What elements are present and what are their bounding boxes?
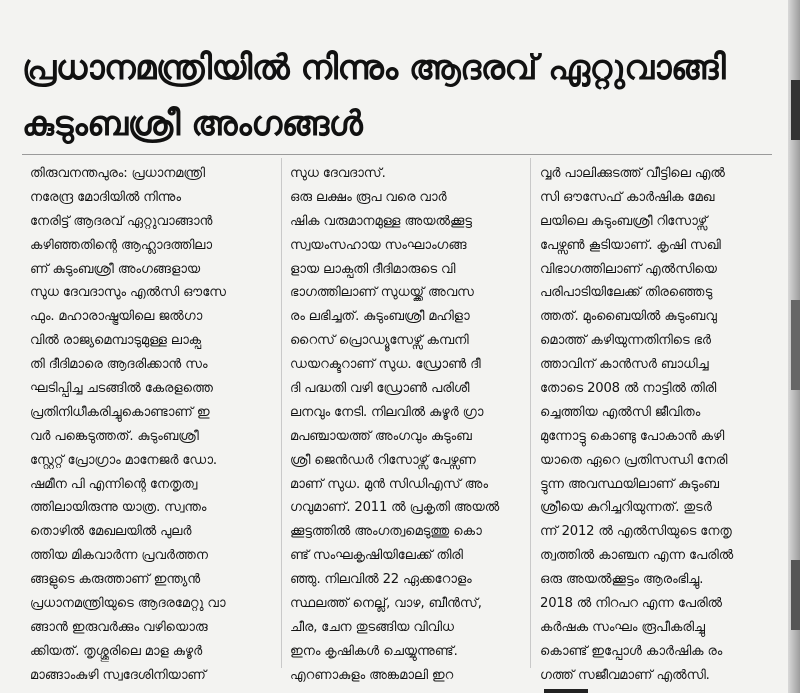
article-line: ത്താവിന് കാൻസർ ബാധിച്ച	[540, 357, 709, 373]
article-line: കൊണ്ട് ഇപ്പോൾ കാർഷിക രം	[540, 643, 723, 659]
article-line: തോടെ 2008 ൽ നാട്ടിൽ തിരി	[540, 381, 717, 397]
article-line: മുന്നോട്ടു കൊണ്ടു പോകാൻ കഴി	[540, 428, 725, 444]
article-line: തി ദീദിമാരെ ആദരിക്കാൻ സം	[30, 357, 208, 373]
article-line: പേഴ്സൺ കൂടിയാണ്. കൃഷി സഖി	[540, 237, 721, 253]
article-line: ച്ചെത്തിയ എൽസി ജീവിതം	[540, 404, 701, 420]
adjacent-page-edge	[788, 0, 800, 693]
article-line: രം ലഭിച്ചത്. കുടുംബശ്രീ മഹിളാ	[290, 309, 470, 325]
article-line: തൊഴിൽ മേഖലയിൽ പുലർ	[30, 524, 192, 540]
article-line: ഗത്ത് സജീവമാണ് എൽസി.	[540, 667, 710, 683]
article-line: പ്രധാനമന്ത്രിയുടെ ആദരമേറ്റു വാ	[30, 596, 226, 612]
article-line: സ്റ്റേറ്റ് പ്രോഗ്രാം മാനേജർ ഡോ.	[30, 452, 217, 468]
article-line: ത്തിയ മികവാർന്ന പ്രവർത്തന	[30, 548, 208, 564]
article-column-1	[30, 162, 270, 688]
column-divider	[530, 158, 531, 668]
article-line: മാണ് സുധ. മുൻ സിഡിഎസ് അം	[290, 476, 488, 492]
article-line: വർ പങ്കെടുത്തത്. കുടുംബശ്രീ	[30, 428, 199, 444]
article-line: ഷിക വരുമാനമുള്ള അയൽക്കൂട്ട	[290, 213, 472, 229]
article-line: കർഷക സംഘം രൂപീകരിച്ചു	[540, 619, 705, 635]
article-line: സുധ ദേവദാസ്.	[290, 166, 386, 181]
article-line: ണ് കുടുംബശ്രീ അംഗങ്ങളായ	[30, 261, 201, 277]
article-line: ഇനം കൃഷികൾ ചെയ്യുന്നുണ്ട്.	[290, 643, 458, 659]
article-line: എറണാകുളം അങ്കമാലി ഇറ	[290, 667, 454, 683]
article-line: ലനവും നേടി. നിലവിൽ കുഴൂർ ഗ്രാ	[290, 404, 484, 420]
headline-line-2: കുടുംബശ്രീ അംഗങ്ങൾ	[22, 104, 363, 144]
article-line: ഷമീന പി എന്നിന്റെ നേതൃത്വ	[30, 476, 198, 492]
headline	[22, 40, 772, 152]
article-line: വിഭാഗത്തിലാണ് എൽസിയെ	[540, 261, 717, 277]
article-line: ഫും. മഹാരാഷ്ട്രയിലെ ജൽഗാ	[30, 309, 203, 325]
article-line: ചീര, ചേന തുടങ്ങിയ വിവിധ	[290, 619, 454, 635]
article-line: സി ഔസേഫ് കാർഷിക മേഖ	[540, 189, 715, 205]
article-line: സ്വയംസഹായ സംഘാംഗങ്ങ	[290, 237, 467, 253]
article-line: നേരിട്ട് ആദരവ് ഏറ്റുവാങ്ങാൻ	[30, 213, 213, 229]
article-line: ഒരു ലക്ഷം രൂപ വരെ വാർ	[290, 189, 447, 205]
article-line: ശ്രീ ജെൻഡർ റിസോഴ്സ് പേഴ്സണ	[290, 452, 476, 468]
article-line: ത്തത്. മുംബൈയിൽ കുടുംബവു	[540, 309, 717, 325]
article-line: പ്രതിനിധീകരിച്ചുകൊണ്ടാണ് ഇ	[30, 404, 210, 420]
article-line: ക്കിയത്. തൃശ്ശൂരിലെ മാള കുഴൂർ	[30, 643, 203, 659]
article-line: വ്വർ പാലിക്കുടത്ത് വീട്ടിലെ എൽ	[540, 166, 725, 181]
article-line: മാങ്ങാംകുഴി സ്വദേശിനിയാണ്	[30, 667, 206, 683]
article-line: സുധ ദേവദാസും എൽസി ഔസേ	[30, 285, 227, 301]
article-line: ഭാഗത്തിലാണ് സുധയ്ക്ക് അവസ	[290, 285, 474, 301]
article-line: ദി പദ്ധതി വഴി ഡ്രോൺ പരിശീ	[290, 381, 470, 397]
article-line: ട്ടുന്ന അവസ്ഥയിലാണ് കുടുംബ	[540, 476, 720, 492]
article-line: മൊത്ത് കഴിയുന്നതിനിടെ ഭർ	[540, 333, 711, 349]
article-line: തിരുവനന്തപുരം: പ്രധാനമന്ത്രി	[30, 166, 205, 181]
article-line: ശ്രീയെ കുറിച്ചറിയുന്നത്. തുടർ	[540, 500, 712, 516]
article-column-2	[290, 162, 530, 688]
article-line: ത്തിലായിരുന്നു യാത്ര. സ്വന്തം	[30, 500, 207, 516]
article-line: മപഞ്ചായത്ത് അംഗവും കുടുംബ	[290, 428, 472, 444]
headline-divider	[22, 154, 772, 155]
article-line: സ്ഥലത്ത് നെല്ല്, വാഴ, ബീൻസ്,	[290, 596, 482, 612]
article-line: 2018 ൽ നിറപറ എന്ന പേരിൽ	[540, 596, 723, 612]
article-line: ഡയറക്ടറാണ് സുധ. ഡ്രോൺ ദീ	[290, 357, 481, 373]
article-line: ഗവുമാണ്. 2011 ൽ പ്രകൃതി അയൽ	[290, 500, 500, 516]
article-column-3	[540, 162, 780, 688]
article-line: റൈസ് പ്രൊഡ്യൂസേഴ്സ് കമ്പനി	[290, 333, 469, 349]
article-line: ഘടിപ്പിച്ച ചടങ്ങിൽ കേരളത്തെ	[30, 381, 214, 397]
column-divider	[281, 158, 282, 668]
article-line: പരിപാടിയിലേക്ക് തിരഞ്ഞെടു	[540, 285, 713, 301]
headline-line-1: പ്രധാനമന്ത്രിയിൽ നിന്നും ആദരവ് ഏറ്റുവാങ്ങി	[22, 48, 726, 88]
article-line: കഴിഞ്ഞതിന്റെ ആഹ്ലാദത്തിലാ	[30, 237, 212, 253]
article-line: ങ്ങാൻ ഇരുവർക്കും വഴിയൊരു	[30, 619, 208, 635]
article-line: ഞ്ഞു. നിലവിൽ 22 ഏക്കറോളം	[290, 572, 472, 588]
article-line: ളായ ലാക്പതി ദീദിമാരുടെ വി	[290, 261, 456, 277]
article-line: ലയിലെ കുടുംബശ്രീ റിസോഴ്സ്	[540, 213, 708, 229]
next-article-fragment	[470, 680, 650, 693]
article-line: യാതെ ഏറെ പ്രതിസന്ധി നേരി	[540, 452, 728, 468]
article-line: ത്വത്തിൽ കാഞ്ചന എന്ന പേരിൽ	[540, 548, 734, 564]
article-line: ഒരു അയൽക്കൂട്ടം ആരംഭിച്ചു.	[540, 572, 704, 588]
article-line: ണ്ട് സംഘകൃഷിയിലേക്ക് തിരി	[290, 548, 463, 564]
article-line: വിൽ രാജ്യമെമ്പാടുമുള്ള ലാക്പ	[30, 333, 202, 349]
article-line: നരേന്ദ്ര മോദിയിൽ നിന്നും	[30, 189, 181, 205]
article-line: ക്കൂട്ടത്തിൽ അംഗത്വമെടുത്തു കൊ	[290, 524, 482, 540]
article-line: ന്ന് 2012 ൽ എൽസിയുടെ നേതൃ	[540, 524, 732, 540]
article-line: ങ്ങളുടെ കരുത്താണ് ഇന്ത്യൻ	[30, 572, 201, 588]
